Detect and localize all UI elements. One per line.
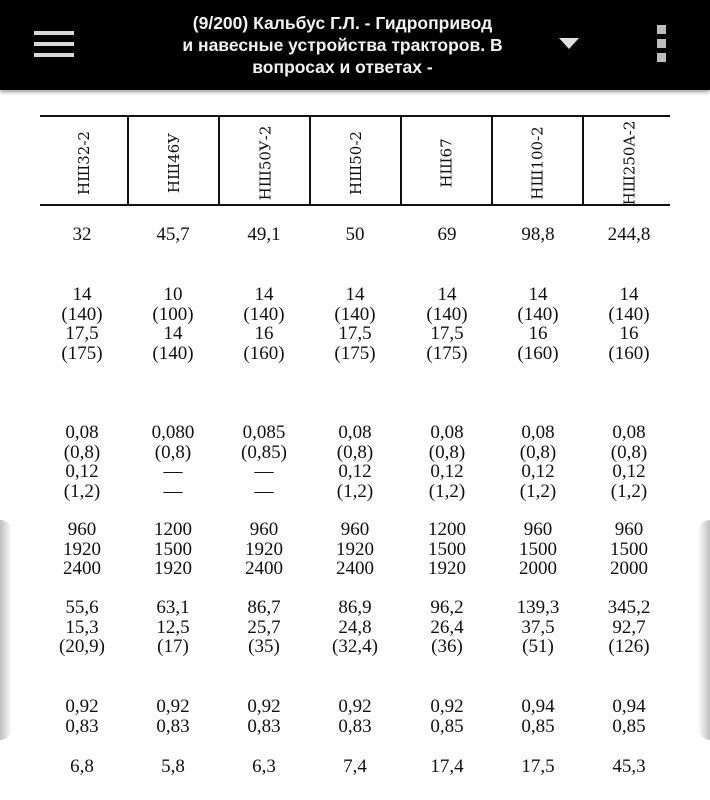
cell-value: 96,2: [430, 597, 464, 618]
cell-value: 1500: [154, 538, 192, 560]
table-cell: [493, 598, 583, 657]
document-title: [150, 12, 535, 78]
cell-value: 1920: [245, 538, 283, 560]
cell-value: 0,83: [338, 715, 372, 737]
cell-value: 98,8: [521, 224, 555, 245]
cell-value: 0,12: [521, 461, 555, 482]
cell-value: 49,1: [247, 224, 281, 245]
cell-value: 0,08: [338, 422, 372, 443]
cell-value: 2000: [519, 558, 557, 579]
cell-value: (140): [243, 303, 285, 325]
table-cell: [37, 697, 127, 736]
cell-value: 0,94: [521, 696, 555, 717]
cell-value: 63,1: [156, 597, 190, 618]
cell-value: 0,085: [242, 422, 286, 443]
header-cell: [407, 124, 487, 202]
table-cell: [493, 697, 583, 736]
table-cell: [37, 225, 127, 245]
cell-value: 6,8: [70, 756, 94, 777]
column-divider: [582, 116, 584, 204]
cell-value: 0,92: [338, 696, 372, 717]
cell-value: 10: [163, 284, 183, 305]
table-cell: [493, 757, 583, 777]
cell-value: 2400: [336, 558, 374, 579]
cell-value: (175): [61, 342, 103, 364]
cell-value: 2400: [63, 558, 101, 579]
table-cell: [219, 225, 309, 245]
table-cell: [493, 520, 583, 579]
cell-value: (140): [517, 303, 559, 325]
cell-value: 0,08: [65, 422, 99, 443]
table-cell: [310, 423, 400, 501]
cell-value: 14: [528, 284, 548, 305]
header-label: НШ50-2: [347, 131, 365, 195]
table-cell: [128, 423, 218, 501]
table-cell: [310, 757, 400, 777]
more-vert-icon[interactable]: [655, 25, 669, 65]
cell-value: 960: [67, 519, 97, 540]
cell-value: 14: [345, 284, 365, 305]
cell-value: 0,08: [612, 422, 646, 443]
cell-value: —: [254, 461, 274, 482]
table-cell: [219, 598, 309, 657]
cell-value: (20,9): [59, 636, 105, 657]
cell-value: (160): [608, 342, 650, 364]
cell-value: 0,08: [430, 422, 464, 443]
cell-value: 0,12: [612, 461, 646, 482]
cell-value: 92,7: [612, 616, 646, 638]
page-curl-right: [698, 520, 710, 740]
table-cell: [128, 285, 218, 363]
cell-value: (17): [157, 636, 189, 657]
table-cell: [402, 697, 492, 736]
cell-value: 14: [72, 284, 92, 305]
cell-value: (140): [426, 303, 468, 325]
cell-value: 5,8: [161, 756, 185, 777]
column-divider: [127, 116, 129, 204]
cell-value: (0,8): [154, 441, 192, 463]
cell-value: 7,4: [343, 756, 367, 777]
cell-value: 26,4: [430, 616, 464, 638]
cell-value: (36): [431, 636, 463, 657]
cell-value: 0,85: [521, 715, 555, 737]
cell-value: (0,8): [336, 441, 374, 463]
header-label: НШ250А-2: [620, 120, 638, 206]
table-cell: [310, 598, 400, 657]
table-header-rule: [40, 204, 670, 206]
cell-value: 1500: [519, 538, 557, 560]
cell-value: —: [254, 480, 274, 502]
cell-value: (126): [608, 636, 650, 657]
cell-value: —: [163, 480, 183, 502]
cell-value: 1920: [428, 558, 466, 579]
cell-value: 17,4: [430, 756, 464, 777]
cell-value: 1920: [154, 558, 192, 579]
cell-value: 1200: [428, 519, 466, 540]
cell-value: (175): [334, 342, 376, 364]
table-cell: [128, 697, 218, 736]
table-cell: [37, 285, 127, 363]
cell-value: (160): [517, 342, 559, 364]
cell-value: 1500: [428, 538, 466, 560]
cell-value: 960: [249, 519, 279, 540]
cell-value: 45,3: [612, 756, 646, 777]
cell-value: 0,94: [612, 696, 646, 717]
cell-value: 69: [437, 224, 457, 245]
cell-value: (140): [334, 303, 376, 325]
table-cell: [310, 285, 400, 363]
table-cell: [37, 598, 127, 657]
table-cell: [219, 285, 309, 363]
table-cell: [128, 225, 218, 245]
header-label: НШ32-2: [75, 131, 93, 195]
cell-value: (160): [243, 342, 285, 364]
header-cell: [589, 120, 669, 206]
table-cell: [128, 520, 218, 579]
cell-value: 0,83: [247, 715, 281, 737]
hamburger-menu-icon[interactable]: [34, 28, 76, 60]
table-top-rule: [40, 115, 670, 117]
cell-value: 0,12: [338, 461, 372, 482]
cell-value: 50: [345, 224, 365, 245]
cell-value: 14: [437, 284, 457, 305]
header-label: НШ100-2: [528, 126, 547, 200]
header-cell: [44, 124, 124, 202]
cell-value: 0,92: [430, 696, 464, 717]
cell-value: (1,2): [63, 480, 101, 502]
table-cell: [584, 225, 674, 245]
cell-value: 17,5: [521, 756, 555, 777]
cell-value: (32,4): [332, 636, 378, 657]
cell-value: 960: [340, 519, 370, 540]
cell-value: (1,2): [519, 480, 557, 502]
cell-value: (1,2): [336, 480, 374, 502]
cell-value: (175): [426, 342, 468, 364]
cell-value: 32: [72, 224, 92, 245]
cell-value: (0,85): [241, 441, 287, 463]
table-cell: [493, 285, 583, 363]
table-cell: [584, 285, 674, 363]
cell-value: —: [163, 461, 183, 482]
table-cell: [128, 757, 218, 777]
table-cell: [310, 225, 400, 245]
cell-value: 1920: [336, 538, 374, 560]
table-cell: [584, 423, 674, 501]
cell-value: 16: [528, 323, 548, 344]
cell-value: (140): [61, 303, 103, 325]
table-cell: [402, 423, 492, 501]
cell-value: 0,83: [156, 715, 190, 737]
cell-value: 139,3: [516, 597, 560, 618]
cell-value: (1,2): [428, 480, 466, 502]
table-cell: [584, 697, 674, 736]
cell-value: 25,7: [247, 616, 281, 638]
table-cell: [402, 520, 492, 579]
table-cell: [219, 520, 309, 579]
cell-value: 14: [619, 284, 639, 305]
table-cell: [37, 757, 127, 777]
cell-value: 0,92: [156, 696, 190, 717]
header-label: НШ46У: [165, 132, 183, 194]
cell-value: 0,12: [65, 461, 99, 482]
cell-value: 86,7: [247, 597, 281, 618]
cell-value: (51): [522, 636, 554, 657]
cell-value: 0,92: [65, 696, 99, 717]
header-cell: [134, 124, 214, 202]
table-cell: [219, 757, 309, 777]
cell-value: 0,08: [521, 422, 555, 443]
cell-value: (1,2): [610, 480, 648, 502]
table-cell: [219, 697, 309, 736]
page-curl-left: [0, 520, 12, 740]
cell-value: 0,85: [612, 715, 646, 737]
cell-value: 244,8: [607, 224, 651, 245]
app-bar: [0, 0, 710, 90]
cell-value: 0,12: [430, 461, 464, 482]
table-cell: [310, 697, 400, 736]
chevron-down-icon[interactable]: [557, 36, 581, 52]
cell-value: 86,9: [338, 597, 372, 618]
cell-value: 15,3: [65, 616, 99, 638]
table-cell: [219, 423, 309, 501]
cell-value: 17,5: [430, 323, 464, 344]
column-divider: [400, 116, 402, 204]
cell-value: (140): [608, 303, 650, 325]
table-cell: [584, 598, 674, 657]
cell-value: 17,5: [65, 323, 99, 344]
cell-value: 2400: [245, 558, 283, 579]
cell-value: (0,8): [63, 441, 101, 463]
table-cell: [493, 225, 583, 245]
cell-value: 6,3: [252, 756, 276, 777]
table-cell: [402, 757, 492, 777]
header-label: НШ50У-2: [256, 125, 274, 201]
cell-value: (0,8): [519, 441, 557, 463]
cell-value: 14: [163, 323, 183, 344]
cell-value: 16: [254, 323, 274, 344]
table-cell: [402, 225, 492, 245]
cell-value: 345,2: [607, 597, 651, 618]
table-cell: [584, 520, 674, 579]
cell-value: 0,92: [247, 696, 281, 717]
cell-value: 55,6: [65, 597, 99, 618]
column-divider: [309, 116, 311, 204]
title-line-3: вопросах и ответах -: [252, 57, 433, 77]
table-cell: [493, 423, 583, 501]
column-divider: [218, 116, 220, 204]
cell-value: 960: [614, 519, 644, 540]
header-cell: [498, 124, 578, 202]
table-cell: [402, 285, 492, 363]
cell-value: 16: [619, 323, 639, 344]
cell-value: 37,5: [521, 616, 555, 638]
cell-value: 0,83: [65, 715, 99, 737]
cell-value: 1200: [154, 519, 192, 540]
cell-value: (140): [152, 342, 194, 364]
cell-value: (35): [248, 636, 280, 657]
cell-value: (0,8): [428, 441, 466, 463]
cell-value: 0,85: [430, 715, 464, 737]
cell-value: 24,8: [338, 616, 372, 638]
cell-value: (0,8): [610, 441, 648, 463]
header-cell: [225, 124, 305, 202]
cell-value: 960: [523, 519, 553, 540]
table-cell: [128, 598, 218, 657]
table-cell: [584, 757, 674, 777]
title-line-1: (9/200) Кальбус Г.Л. - Гидропривод: [192, 13, 493, 33]
cell-value: 1920: [63, 538, 101, 560]
cell-value: 2000: [610, 558, 648, 579]
cell-value: 1500: [610, 538, 648, 560]
cell-value: 17,5: [338, 323, 372, 344]
column-divider: [491, 116, 493, 204]
cell-value: 0,080: [151, 422, 195, 443]
cell-value: (100): [152, 303, 194, 325]
header-label: НШ67: [437, 138, 456, 188]
table-cell: [37, 423, 127, 501]
table-cell: [37, 520, 127, 579]
table-cell: [310, 520, 400, 579]
header-cell: [316, 124, 396, 202]
cell-value: 14: [254, 284, 274, 305]
cell-value: 45,7: [156, 224, 190, 245]
table-cell: [402, 598, 492, 657]
cell-value: 12,5: [156, 616, 190, 638]
title-line-2: и навесные устройства тракторов. В: [182, 35, 503, 55]
